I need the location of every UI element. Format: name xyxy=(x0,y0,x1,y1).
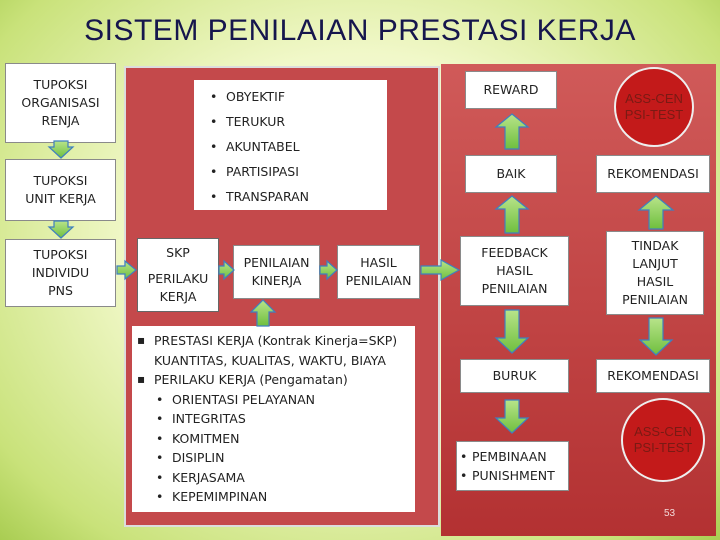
criteria-item: • OBYEKTIF xyxy=(208,84,387,109)
tupoksi-organisasi-line3: RENJA xyxy=(41,113,80,128)
ass-cen-top-line1: ASS-CEN xyxy=(625,91,683,106)
tupoksi-organisasi-line2: ORGANISASI xyxy=(21,95,100,110)
perilaku-kerja-item: ▪ PERILAKU KERJA (Pengamatan) xyxy=(134,370,415,390)
buruk-label: BURUK xyxy=(492,368,537,383)
ass-cen-bottom-line1: ASS-CEN xyxy=(634,424,692,439)
arrow-down-icon xyxy=(496,400,528,433)
prestasi-kerja-item: ▪ PRESTASI KERJA (Kontrak Kinerja=SKP) xyxy=(134,331,415,351)
tindak-line2: LANJUT xyxy=(632,256,678,271)
page-number: 53 xyxy=(664,508,676,519)
arrow-up-icon xyxy=(496,114,528,149)
perilaku-label: PERILAKU xyxy=(147,271,209,286)
penilaian-line1: PENILAIAN xyxy=(243,255,310,270)
feedback-line3: PENILAIAN xyxy=(481,281,548,296)
tindak-line3: HASIL xyxy=(636,274,674,289)
criteria-item: • AKUNTABEL xyxy=(208,134,387,159)
prestasi-kerja-dimensions: KUANTITAS, KUALITAS, WAKTU, BIAYA xyxy=(154,352,386,368)
arrow-right-icon xyxy=(421,260,459,280)
slide-title: SISTEM PENILAIAN PRESTASI KERJA xyxy=(84,14,636,47)
pembinaan-item: • PEMBINAAN xyxy=(460,447,568,466)
tupoksi-unit-line2: UNIT KERJA xyxy=(25,191,96,206)
feedback-line2: HASIL xyxy=(496,263,533,278)
tindak-line4: PENILAIAN xyxy=(622,292,688,307)
perilaku-sub-item: • ORIENTASI PELAYANAN xyxy=(134,390,415,410)
tindak-line1: TINDAK xyxy=(631,238,679,253)
arrow-up-icon xyxy=(496,196,528,233)
rekomendasi-top-label: REKOMENDASI xyxy=(607,166,699,181)
perilaku-sub-item: • INTEGRITAS xyxy=(134,409,415,429)
arrow-down-icon xyxy=(49,141,73,158)
criteria-item: • TERUKUR xyxy=(208,109,387,134)
feedback-line1: FEEDBACK xyxy=(481,245,548,260)
punishment-item: • PUNISHMENT xyxy=(460,466,568,485)
tupoksi-individu-line2: INDIVIDU xyxy=(31,265,90,280)
tupoksi-unit-line1: TUPOKSI xyxy=(33,173,88,188)
ass-cen-bottom-line2: PSI-TEST xyxy=(633,440,693,455)
kerja-label: KERJA xyxy=(159,289,197,304)
tupoksi-individu-line3: PNS xyxy=(48,283,73,298)
hasil-line1: HASIL xyxy=(360,255,397,270)
criteria-item: • TRANSPARAN xyxy=(208,184,387,209)
criteria-item: • PARTISIPASI xyxy=(208,159,387,184)
tupoksi-organisasi-line1: TUPOKSI xyxy=(33,77,88,92)
perilaku-sub-item: • DISIPLIN xyxy=(134,448,415,468)
arrow-down-icon xyxy=(49,221,73,238)
penilaian-line2: KINERJA xyxy=(251,273,302,288)
arrow-right-icon xyxy=(320,261,337,279)
perilaku-sub-item: • KEPEMIMPINAN xyxy=(134,487,415,507)
ass-cen-top-line2: PSI-TEST xyxy=(624,107,684,122)
arrow-right-icon xyxy=(117,261,136,279)
arrow-up-icon xyxy=(639,196,673,229)
rekomendasi-bottom-label: REKOMENDASI xyxy=(607,368,699,383)
reward-label: REWARD xyxy=(483,82,539,97)
skp-label: SKP xyxy=(166,245,190,260)
arrow-up-icon xyxy=(251,300,275,326)
perilaku-sub-item: • KERJASAMA xyxy=(134,468,415,488)
arrow-right-icon xyxy=(219,261,234,279)
perilaku-sub-item: • KOMITMEN xyxy=(134,429,415,449)
arrow-down-icon xyxy=(640,318,672,355)
hasil-line2: PENILAIAN xyxy=(345,273,412,288)
tupoksi-individu-line1: TUPOKSI xyxy=(33,247,88,262)
arrow-down-icon xyxy=(496,310,528,353)
baik-label: BAIK xyxy=(496,166,526,181)
